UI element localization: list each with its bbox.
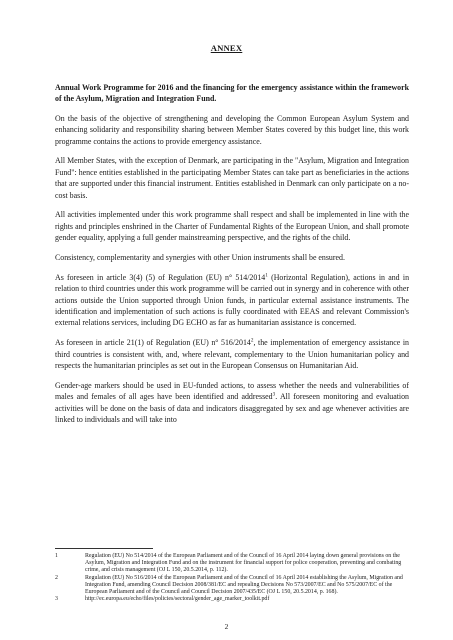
footnote-number: 2 [55, 574, 58, 581]
footnote-item [55, 575, 409, 597]
paragraph-gender-age-markers [55, 380, 409, 426]
programme-title: Annual Work Programme for 2016 and the financing for the emergency assistance within the framework of the Asylum, Migration and Integration Fund. [55, 83, 409, 104]
footnote-item [55, 596, 409, 603]
page-number: 2 [224, 622, 229, 631]
footnotes [55, 553, 409, 603]
paragraph-fundamental-rights: All activities implemented under this work programme shall respect and shall be implemented in line with the rights and principles enshrined in the Charter of Fundamental Rights of the European Union, and shall promote gender equality, applying a full gender mainstreaming perspective, and the rights of the child. [55, 210, 409, 243]
footnote-item [55, 553, 409, 575]
paragraph-member-states: All Member States, with the exception of Denmark, are participating in the "Asylum, Migration and Integration Fund": hence entities established in the participating Member States can take part as beneficiaries in the actions that are supported under this financial instrument. Entities established in Denmark can only participate on a no-cost basis. [55, 156, 409, 200]
annex-heading: ANNEX [210, 43, 243, 53]
footnote-link[interactable]: http://ec.europa.eu/echo/files/policies/sectoral/gender_age_marker_toolkit.pdf [85, 596, 270, 603]
footnote-text: Regulation (EU) No 514/2014 of the European Parliament and of the Council of 16 April 2014 laying down general provisions on the Asylum, Migration and Integration Fund and on the instrument for financial support for police cooperation, preventing and combating crime, and crisis management (OJ L 150, 20.5.2014, p. 112). [85, 553, 402, 574]
footnote-divider [55, 548, 153, 549]
footnote-text: Regulation (EU) No 516/2014 of the European Parliament and of the Council of 16 April 2014 establishing the Asylum, Migration and Integration Fund, amending Council Decision 2008/381/EC and repealing Decisions No 573/2007/EC and No 575/2007/EC of the European Parliament and of the Council and Council Decision 2007/435/EC (OJ L 150, 20.5.2014, p. 168). [85, 574, 403, 596]
footnote-ref-1[interactable]: 1 [265, 272, 268, 279]
footnote-ref-3[interactable]: 3 [272, 391, 276, 398]
paragraph-horizontal-regulation [55, 272, 409, 329]
document-body [55, 82, 409, 434]
paragraph-text: , the implementation of emergency assistance in third countries is consistent with, and, where relevant, complementary to the Union humanitarian policy and respects the humanitarian principles as set out in the European Consensus on Humanitarian Aid. [55, 338, 409, 371]
paragraph-text: Gender-age markers should be used in EU-funded actions, to assess whether the needs and vulnerabilities of males and females of all ages have been identified and addressed [55, 380, 409, 402]
paragraph-text: As foreseen in article 3(4) (5) of Regulation (EU) n° 514/2014 [55, 272, 266, 282]
paragraph-emergency-assistance [55, 337, 409, 371]
footnote-number: 3 [55, 596, 58, 603]
paragraph-text: . All foreseen monitoring and evaluation activities will be done on the basis of data and indicators disaggregated by sex and age whenever activities are linked to individuals and will take into [55, 392, 409, 425]
paragraph-text: (Horizontal Regulation), actions in and in relation to third countries under this work programme will be carried out in synergy and in coherence with other actions outside the Union supported through Union funds, in particular external assistance instruments. The identification and implementation of such actions is fully coordinated with EEAS and relevant Commission's external relations services, including DG ECHO as far as humanitarian assistance is concerned. [55, 272, 410, 328]
footnote-number: 1 [55, 553, 58, 559]
footnote-ref-2[interactable]: 2 [250, 337, 254, 344]
paragraph-consistency: Consistency, complementarity and synergies with other Union instruments shall be ensured. [55, 253, 345, 263]
paragraph-text: As foreseen in article 21(1) of Regulation (EU) n° 516/2014 [55, 338, 251, 348]
paragraph-objective: On the basis of the objective of strengthening and developing the Common European Asylum System and enhancing solidarity and responsibility sharing between Member States covered by this budget line, this work programme contains the actions to provide emergency assistance. [55, 113, 409, 146]
